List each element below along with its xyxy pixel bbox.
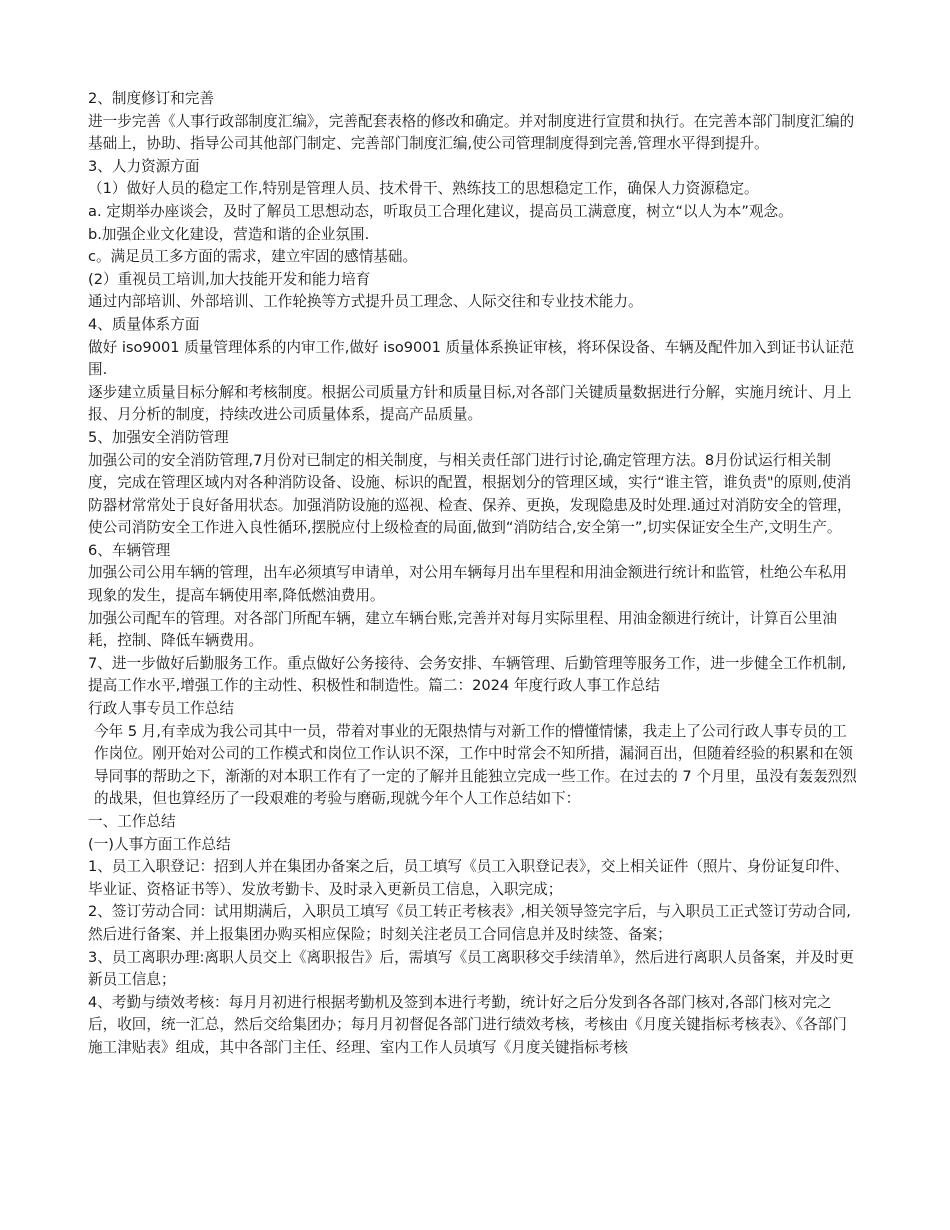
paragraph: 今年 5 月,有幸成为我公司其中一员，带着对事业的无限热情与对新工作的懵懂情愫，我走上了公司行政人事专员的工作岗位。刚开始对公司的工作模式和岗位工作认识不深，工作中时常会不知所措，漏洞百出，但随着经验的积累和在领导同事的帮助之下，渐渐的对本职工作有了一定的了解并且能独立完成一些工作。在过去的 7 个月里，虽没有轰轰烈烈的战果，但也算经历了一段艰难的考验与磨砺,现就今年个人工作总结如下： [94, 722, 857, 808]
section-heading: 2、制度修订和完善 [88, 90, 215, 107]
section-heading: 4、质量体系方面 [88, 315, 200, 333]
section-heading: 3、人力资源方面 [88, 157, 200, 175]
paragraph: c。满足员工多方面的需求，建立牢固的感情基础。 [88, 248, 418, 266]
paragraph: 逐步建立质量目标分解和考核制度。根据公司质量方针和质量目标,对各部门关键质量数据进行分解，实施月统计、月上报、月分析的制度，持续改进公司质量体系，提高产品质量。 [88, 383, 852, 424]
paragraph: 加强公司公用车辆的管理，出车必须填写申请单，对公用车辆每月出车里程和用油金额进行统计和监管，杜绝公车私用现象的发生，提高车辆使用率,降低燃油费用。 [88, 564, 847, 605]
paragraph: (2）重视员工培训,加大技能开发和能力培育 [88, 270, 371, 288]
paragraph: 4、考勤与绩效考核：每月月初进行根据考勤机及签到本进行考勤，统计好之后分发到各各部门核对,各部门核对完之后，收回，统一汇总，然后交给集团办；每月月初督促各部门进行绩效考核，考核由《月度关键指标考核表》、《各部门施工津贴表》组成，其中各部门主任、经理、室内工作人员填写《月度关键指标考核 [88, 993, 847, 1056]
section-heading: 6、车辆管理 [88, 541, 171, 559]
paragraph: 通过内部培训、外部培训、工作轮换等方式提升员工理念、人际交往和专业技术能力。 [88, 293, 643, 311]
paragraph: 加强公司配车的管理。对各部门所配车辆，建立车辆台账,完善并对每月实际里程、用油金额进行统计，计算百公里油耗，控制、降低车辆费用。 [88, 609, 837, 650]
paragraph: 7、进一步做好后勤服务工作。重点做好公务接待、会务安排、车辆管理、后勤管理等服务工作，进一步健全工作机制,提高工作水平,增强工作的主动性、积极性和制造性。篇二：2024 年度行政人事工作总结 [88, 654, 847, 695]
subsection-heading: (一)人事方面工作总结 [88, 835, 231, 853]
paragraph: 2、签订劳动合同：试用期满后，入职员工填写《员工转正考核表》,相关领导签完字后，与入职员工正式签订劳动合同,然后进行备案、并上报集团办购买相应保险；时刻关注老员工合同信息并及时续签、备案； [88, 903, 851, 943]
paragraph: （1）做好人员的稳定工作,特别是管理人员、技术骨干、熟练技工的思想稳定工作，确保人力资源稳定。 [88, 180, 759, 198]
paragraph: 3、员工离职办理:离职人员交上《离职报告》后，需填写《员工离职移交手续清单》，然后进行离职人员备案，并及时更新员工信息； [88, 948, 854, 989]
paragraph: 做好 iso9001 质量管理体系的内审工作,做好 iso9001 质量体系换证审核，将环保设备、车辆及配件加入到证书认证范围. [88, 338, 855, 379]
document-body [88, 88, 860, 1060]
section-heading: 5、加强安全消防管理 [88, 428, 229, 446]
paragraph: 1、员工入职登记：招到人并在集团办备案之后，员工填写《员工入职登记表》，交上相关证件（照片、身份证复印件、毕业证、资格证书等）、发放考勤卡、及时录入更新员工信息，入职完成； [88, 858, 849, 898]
paragraph: 加强公司的安全消防管理,7月份对已制定的相关制度，与相关责任部门进行讨论,确定管理方法。8月份试运行相关制度，完成在管理区域内对各种消防设备、设施、标识的配置，根据划分的管理区域，实行“谁主管，谁负责"的原则,使消防器材常常处于良好备用状态。加强消防设施的巡视、检查、保养、更换，发现隐患及时处理.通过对消防安全的管理，使公司消防安全工作进入良性循环,摆脱应付上级检查的局面,做到“消防结合,安全第一”,切实保证安全生产,文明生产。 [88, 451, 852, 537]
paragraph: a. 定期举办座谈会，及时了解员工思想动态，听取员工合理化建议，提高员工满意度，树立“以人为本”观念。 [88, 202, 793, 220]
paragraph: b.加强企业文化建设，营造和谐的企业氛围. [88, 225, 370, 243]
document-title: 行政人事专员工作总结 [88, 700, 234, 718]
paragraph: 进一步完善《人事行政部制度汇编》，完善配套表格的修改和确定。并对制度进行宣贯和执行。在完善本部门制度汇编的基础上，协助、指导公司其他部门制定、完善部门制度汇编,使公司管理制度得到完善,管理水平得到提升。 [88, 112, 855, 153]
section-heading: 一、工作总结 [88, 813, 176, 830]
